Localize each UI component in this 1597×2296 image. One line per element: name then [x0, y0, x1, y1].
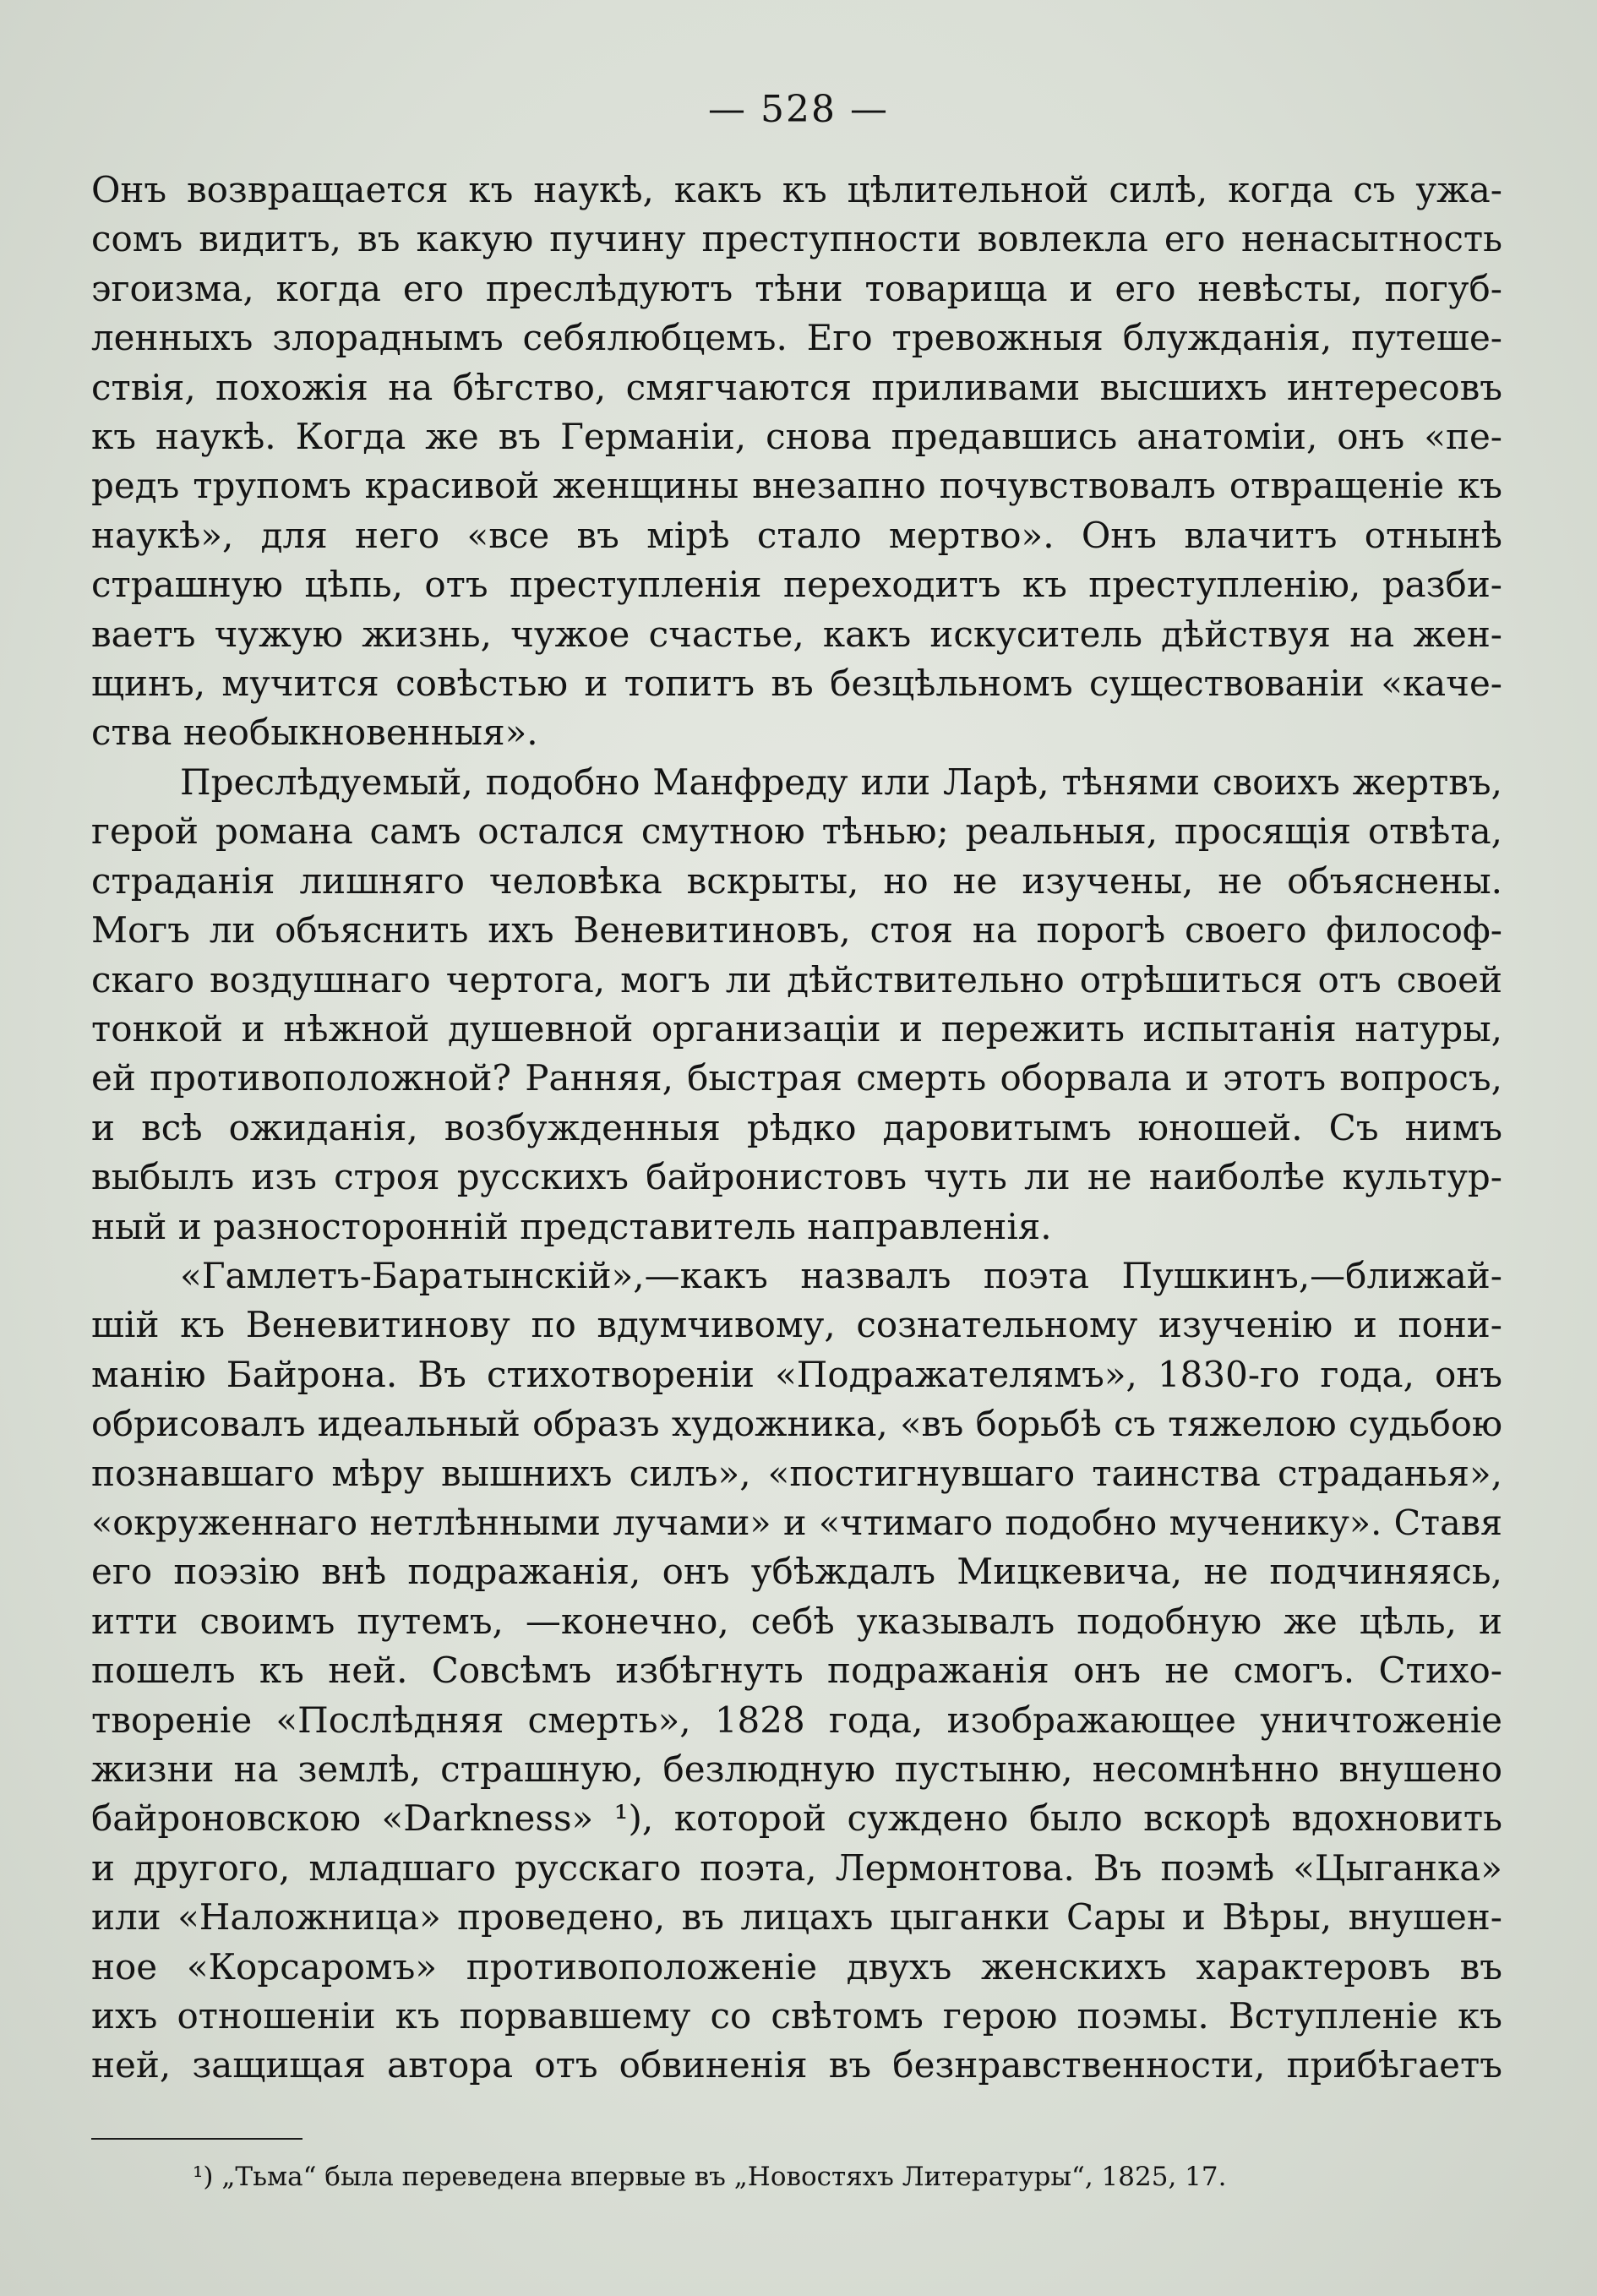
text-line: манію Байрона. Въ стихотвореніи «Подражателямъ», 1830-го года, онъ [91, 1353, 1502, 1395]
text-line: ихъ отношеніи къ порвавшему со свѣтомъ герою поэмы. Вступленіе къ [91, 1995, 1502, 2037]
text-line: ное «Корсаромъ» противоположеніе двухъ женскихъ характеровъ въ [91, 1945, 1502, 1988]
text-line: ней, защищая автора отъ обвиненія въ безнравственности, прибѣгаетъ [91, 2044, 1502, 2086]
text-line: щинъ, мучится совѣстью и топитъ въ безцѣльномъ существованіи «каче- [91, 663, 1502, 705]
text-line: его поэзію внѣ подражанія, онъ убѣждалъ Мицкевича, не подчиняясь, [91, 1551, 1502, 1593]
text-line: обрисовалъ идеальный образъ художника, «въ борьбѣ съ тяжелою судьбою [91, 1403, 1502, 1445]
text-line: къ наукѣ. Когда же въ Германіи, снова предавшись анатоміи, онъ «пе- [91, 416, 1502, 458]
text-line: ей противоположной? Ранняя, быстрая смерть оборвала и этотъ вопросъ, [91, 1057, 1502, 1099]
paragraph-start: «Гамлетъ-Баратынскій»,—какъ назвалъ поэта Пушкинъ,—ближай- [180, 1254, 1502, 1296]
footnote-divider [91, 2138, 303, 2140]
text-line: Онъ возвращается къ наукѣ, какъ къ цѣлительной силѣ, когда съ ужа- [91, 169, 1502, 210]
text-line: тонкой и нѣжной душевной организаціи и пережить испытанія натуры, [91, 1007, 1502, 1050]
text-line: сомъ видитъ, въ какую пучину преступности вовлекла его ненасытность [91, 218, 1502, 260]
text-line: жизни на землѣ, страшную, безлюдную пустыню, несомнѣнно внушено [91, 1748, 1502, 1790]
page-number: — 528 — [708, 88, 889, 131]
text-line: ваетъ чужую жизнь, чужое счастье, какъ искуситель дѣйствуя на жен- [91, 613, 1502, 655]
text-line: ства необыкновенныя». [91, 712, 538, 754]
text-line: шій къ Веневитинову по вдумчивому, сознательному изученію и пони- [91, 1304, 1502, 1346]
text-line: наукѣ», для него «все въ мірѣ стало мертво». Онъ влачитъ отнынѣ [91, 514, 1502, 556]
text-line: и всѣ ожиданія, возбужденныя рѣдко даровитымъ юношей. Съ нимъ [91, 1106, 1502, 1148]
text-line: герой романа самъ остался смутною тѣнью; реальныя, просящія отвѣта, [91, 810, 1502, 853]
text-line: итти своимъ путемъ, —конечно, себѣ указывалъ подобную же цѣль, и [91, 1600, 1502, 1642]
text-line: Могъ ли объяснить ихъ Веневитиновъ, стоя на порогѣ своего философ- [91, 909, 1502, 952]
text-line: ный и разносторонній представитель направленія. [91, 1205, 1052, 1247]
text-line: твореніе «Послѣдняя смерть», 1828 года, изображающее уничтоженіе [91, 1699, 1502, 1741]
footnote: ¹) „Тьма“ была переведена впервые въ „Новостяхъ Литературы“, 1825, 17. [193, 2162, 1227, 2192]
text-line: байроновскою «Darkness» ¹), которой суждено было вскорѣ вдохновить [91, 1797, 1502, 1840]
body-text [91, 166, 1502, 2091]
text-line: выбылъ изъ строя русскихъ байронистовъ чуть ли не наиболѣе культур- [91, 1156, 1502, 1198]
paragraph-start: Преслѣдуемый, подобно Манфреду или Ларѣ, тѣнями своихъ жертвъ, [180, 761, 1502, 803]
text-line: страданія лишняго человѣка вскрыты, но не изучены, не объяснены. [91, 859, 1502, 902]
text-line: страшную цѣпь, отъ преступленія переходитъ къ преступленію, разби- [91, 564, 1502, 606]
text-line: редъ трупомъ красивой женщины внезапно почувствовалъ отвращеніе къ [91, 465, 1502, 507]
text-line: пошелъ къ ней. Совсѣмъ избѣгнуть подражанія онъ не смогъ. Стихо- [91, 1650, 1502, 1692]
text-line: ленныхъ злораднымъ себялюбцемъ. Его тревожныя блужданія, путеше- [91, 317, 1502, 359]
text-line: ствія, похожія на бѣгство, смягчаются приливами высшихъ интересовъ [91, 366, 1502, 408]
text-line: познавшаго мѣру вышнихъ силъ», «постигнувшаго таинства страданья», [91, 1452, 1502, 1494]
text-line: «окруженнаго нетлѣнными лучами» и «чтимаго подобно мученику». Ставя [91, 1502, 1502, 1543]
text-line: скаго воздушнаго чертога, могъ ли дѣйствительно отрѣшиться отъ своей [91, 958, 1502, 1001]
text-line: и другого, младшаго русскаго поэта, Лермонтова. Въ поэмѣ «Цыганка» [91, 1846, 1502, 1889]
text-line: эгоизма, когда его преслѣдуютъ тѣни товарища и его невѣсты, погуб- [91, 267, 1502, 309]
text-line: или «Наложница» проведено, въ лицахъ цыганки Сары и Вѣры, внушен- [91, 1896, 1502, 1939]
